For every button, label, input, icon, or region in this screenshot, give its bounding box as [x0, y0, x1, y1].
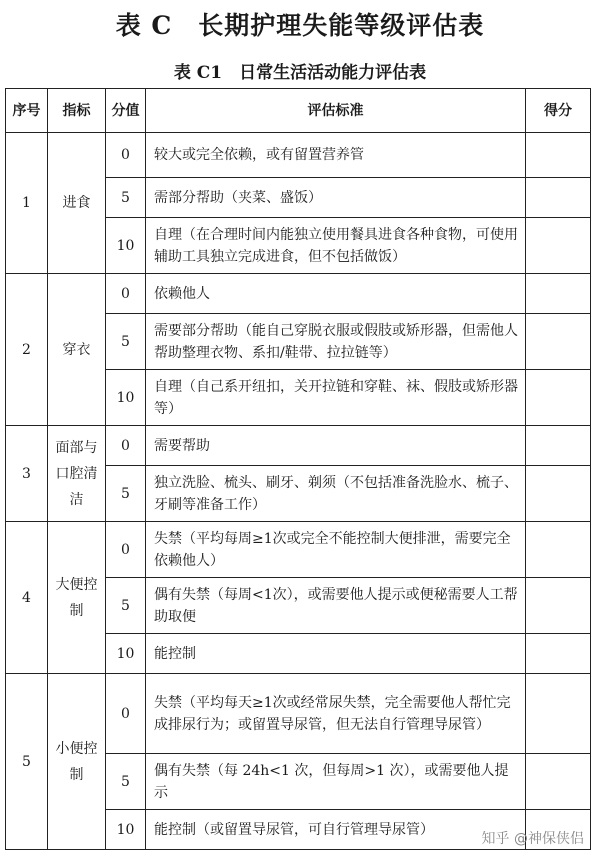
- result-cell[interactable]: [526, 133, 591, 178]
- score-cell: 0: [106, 274, 146, 314]
- header-row: [6, 89, 591, 133]
- standard-cell: 自理（自己系开纽扣，关开拉链和穿鞋、袜、假肢或矫形器等）: [146, 370, 526, 426]
- indicator-text: 小便控制: [55, 740, 98, 783]
- result-cell[interactable]: [526, 370, 591, 426]
- standard-cell: 较大或完全依赖，或有留置营养管: [146, 133, 526, 178]
- header-indicator: 指标: [48, 89, 106, 133]
- score-cell: 0: [106, 522, 146, 578]
- score-cell: 5: [106, 578, 146, 634]
- indicator-cell: [48, 426, 106, 522]
- table-row: [6, 674, 591, 754]
- standard-cell: 偶有失禁（每 24h<1 次，但每周>1 次），或需要他人提示: [146, 754, 526, 810]
- result-cell[interactable]: [526, 634, 591, 674]
- result-cell[interactable]: [526, 578, 591, 634]
- seq-cell: 3: [6, 426, 48, 522]
- table-row: [6, 522, 591, 578]
- standard-cell: 能控制（或留置导尿管，可自行管理导尿管）: [146, 810, 526, 850]
- header-result: 得分: [526, 89, 591, 133]
- indicator-cell: [48, 133, 106, 274]
- seq-cell: 5: [6, 674, 48, 850]
- score-cell: 10: [106, 634, 146, 674]
- score-cell: 10: [106, 218, 146, 274]
- table-subtitle: 表 C1 日常生活活动能力评估表: [173, 63, 427, 83]
- result-cell[interactable]: [526, 218, 591, 274]
- result-cell[interactable]: [526, 674, 591, 754]
- result-cell[interactable]: [526, 178, 591, 218]
- score-cell: 5: [106, 178, 146, 218]
- result-cell[interactable]: [526, 274, 591, 314]
- score-cell: 10: [106, 810, 146, 850]
- standard-cell: 需部分帮助（夹菜、盛饭）: [146, 178, 526, 218]
- indicator-text: 穿衣: [62, 341, 91, 358]
- score-cell: 10: [106, 370, 146, 426]
- indicator-text: 大便控制: [55, 576, 98, 619]
- seq-cell: 2: [6, 274, 48, 426]
- watermark: 知乎 @神保侠侣: [481, 831, 584, 847]
- indicator-text: 进食: [62, 195, 91, 211]
- score-cell: 5: [106, 754, 146, 810]
- indicator-cell: [48, 274, 106, 426]
- header-score: 分值: [106, 89, 146, 133]
- standard-cell: 失禁（平均每周≥1次或完全不能控制大便排泄，需要完全依赖他人）: [146, 522, 526, 578]
- table-row: [6, 133, 591, 178]
- standard-cell: 需要部分帮助（能自己穿脱衣服或假肢或矫形器，但需他人帮助整理衣物、系扣/鞋带、拉拉链等）: [146, 314, 526, 370]
- indicator-cell: [48, 674, 106, 850]
- standard-cell: 依赖他人: [146, 274, 526, 314]
- result-cell[interactable]: [526, 426, 591, 466]
- score-cell: 5: [106, 314, 146, 370]
- header-seq: 序号: [6, 89, 48, 133]
- standard-cell: 独立洗脸、梳头、刷牙、剃须（不包括准备洗脸水、梳子、牙刷等准备工作）: [146, 466, 526, 522]
- score-cell: 5: [106, 466, 146, 522]
- table-row: [6, 274, 591, 314]
- result-cell[interactable]: [526, 754, 591, 810]
- page-title: 表 C 长期护理失能等级评估表: [115, 11, 485, 40]
- standard-cell: 需要帮助: [146, 426, 526, 466]
- adl-assessment-table: [5, 88, 591, 850]
- score-cell: 0: [106, 133, 146, 178]
- table-row: [6, 426, 591, 466]
- standard-cell: 失禁（平均每天≥1次或经常尿失禁，完全需要他人帮忙完成排尿行为；或留置导尿管，但无法自行管理导尿管）: [146, 674, 526, 754]
- result-cell[interactable]: [526, 314, 591, 370]
- result-cell[interactable]: [526, 466, 591, 522]
- seq-cell: 1: [6, 133, 48, 274]
- indicator-text: 面部与口腔清洁: [55, 439, 98, 508]
- standard-cell: 自理（在合理时间内能独立使用餐具进食各种食物，可使用辅助工具独立完成进食，但不包括做饭）: [146, 218, 526, 274]
- indicator-cell: [48, 522, 106, 674]
- score-cell: 0: [106, 674, 146, 754]
- standard-cell: 偶有失禁（每周<1次），或需要他人提示或便秘需要人工帮助取便: [146, 578, 526, 634]
- standard-cell: 能控制: [146, 634, 526, 674]
- seq-cell: 4: [6, 522, 48, 674]
- result-cell[interactable]: [526, 522, 591, 578]
- score-cell: 0: [106, 426, 146, 466]
- header-standard: 评估标准: [146, 89, 526, 133]
